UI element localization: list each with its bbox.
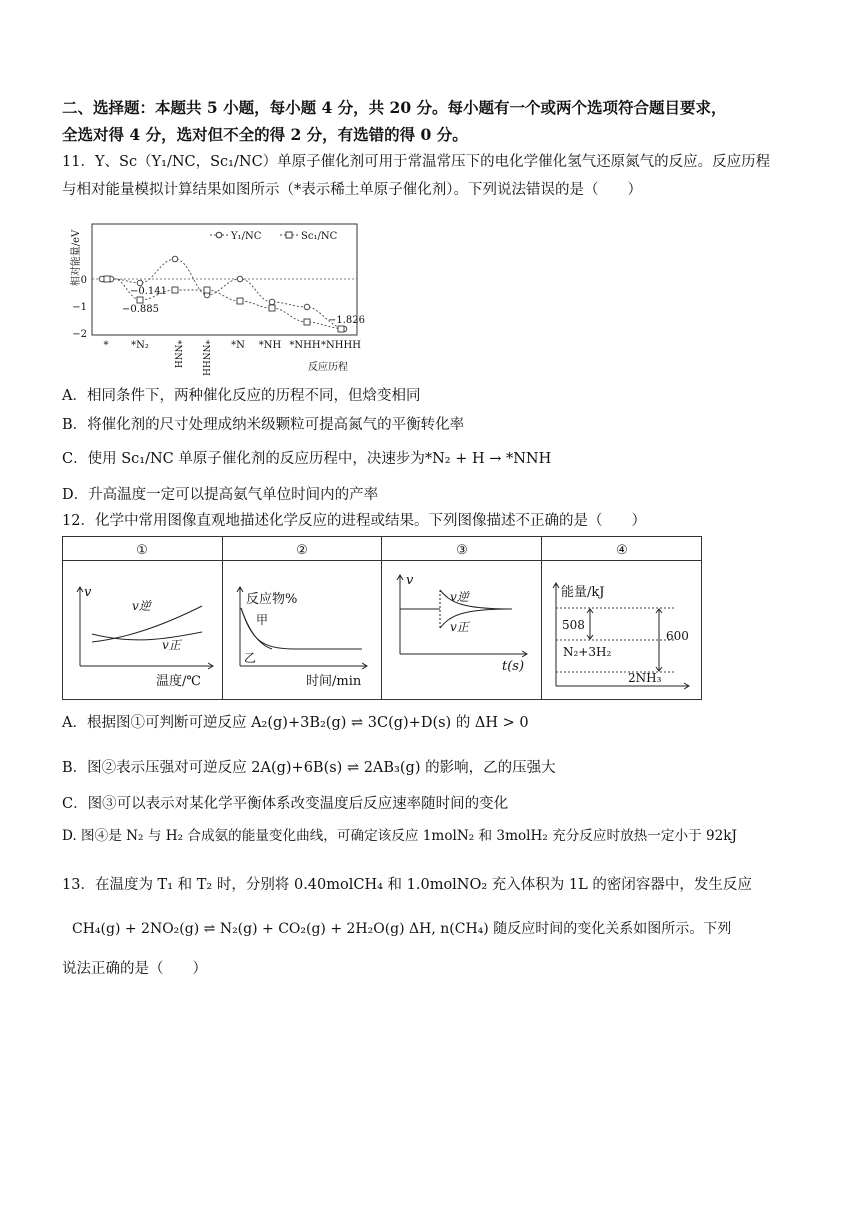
q11-stem-line2: 与相对能量模拟计算结果如图所示（*表示稀土单原子催化剂）。下列说法错误的是（ ）	[62, 182, 642, 198]
q12-fig2-xlabel: 时间/min	[306, 674, 362, 689]
q11-energy-chart	[62, 208, 374, 378]
q11-stem-line1: 11．Y、Sc（Y₁/NC，Sc₁/NC）单原子催化剂可用于常温常压下的电化学催化氢气还原氮气的反应。反应历程	[62, 154, 771, 170]
q11-xtick-2: *NNH	[172, 340, 182, 369]
q12-header-4: ④	[616, 543, 628, 558]
q12-figure-table	[62, 536, 702, 701]
q11-xtick-7: *NHHH	[321, 340, 361, 351]
q12-fig1-xlabel: 温度/℃	[156, 674, 201, 689]
q12-fig2	[237, 587, 367, 689]
q12-fig4-state1: N₂+3H₂	[563, 645, 612, 659]
q11-option-c: C．使用 Sc₁/NC 单原子催化剂的反应历程中，决速步为*N₂ + H → *NNH	[62, 451, 552, 467]
q11-ylabel: 相对能量/eV	[71, 229, 82, 287]
q12-fig3-curve2: v正	[450, 620, 469, 634]
q12-fig2-curve1: 甲	[256, 613, 269, 627]
q12-fig1	[77, 585, 213, 689]
q13-stem-line3: 说法正确的是（ ）	[62, 961, 207, 977]
q12-header-1: ①	[136, 543, 148, 558]
q11-label-1826: −1.826	[328, 315, 366, 326]
q12-header-3: ③	[456, 543, 468, 558]
q11-label-0141: −0.141	[130, 286, 168, 297]
q12-option-a: A．根据图①可判断可逆反应 A₂(g)+3B₂(g) ⇌ 3C(g)+D(s) 的 ΔH > 0	[62, 715, 529, 731]
q12-fig1-ylabel: v	[84, 585, 92, 600]
q13-stem-line2: CH₄(g) + 2NO₂(g) ⇌ N₂(g) + CO₂(g) + 2H₂O(g) ΔH, n(CH₄) 随反应时间的变化关系如图所示。下列	[72, 921, 732, 937]
q11-option-a: A．相同条件下，两种催化反应的历程不同，但焓变相同	[62, 388, 421, 404]
q12-fig2-ylabel: 反应物%	[246, 592, 298, 607]
q11-ytick-0: 0	[80, 275, 87, 286]
q11-xtick-4: *N	[231, 340, 245, 351]
section-title: 二、选择题：本题共 5 小题，每小题 4 分，共 20 分。每小题有一个或两个选项符合题目要求，	[62, 98, 727, 117]
q11-legend-y1nc: Y₁/NC	[231, 231, 262, 242]
q12-fig3-xlabel: t(s)	[502, 659, 525, 674]
q11-option-b: B．将催化剂的尺寸处理成纳米级颗粒可提高氮气的平衡转化率	[62, 417, 465, 433]
q11-label-0885: −0.885	[122, 304, 160, 315]
q11-xlabel: 反应历程	[308, 362, 348, 373]
q11-xtick-3: *NNHH	[200, 340, 210, 376]
q12-option-c: C．图③可以表示对某化学平衡体系改变温度后反应速率随时间的变化	[62, 796, 509, 812]
q11-option-d: D．升高温度一定可以提高氨气单位时间内的产率	[62, 487, 379, 503]
q12-fig4	[553, 583, 689, 689]
q12-fig4-ylabel: 能量/kJ	[561, 585, 605, 600]
q12-fig3-curve1: v逆	[450, 590, 469, 604]
q12-option-b: B．图②表示压强对可逆反应 2A(g)+6B(s) ⇌ 2AB₃(g) 的影响，乙的压强大	[62, 760, 556, 776]
q11-ytick-2: −2	[72, 329, 87, 340]
q12-fig2-curve2: 乙	[244, 651, 257, 665]
q12-stem: 12．化学中常用图像直观地描述化学反应的进程或结果。下列图像描述不正确的是（ ）	[62, 513, 646, 529]
q12-fig3-ylabel: v	[406, 573, 414, 588]
q11-ytick-1: −1	[72, 302, 87, 313]
section-instructions: 全选对得 4 分，选对但不全的得 2 分，有选错的得 0 分。	[62, 125, 468, 144]
q12-fig1-curve1: v逆	[132, 599, 151, 613]
q12-fig3	[397, 573, 527, 674]
q12-fig4-value1: 508	[562, 618, 585, 632]
q12-fig4-state2: 2NH₃	[628, 671, 662, 685]
q11-xtick-6: *NHH	[289, 340, 321, 351]
q11-xtick-5: *NH	[258, 340, 282, 351]
q12-fig4-value2: 600	[666, 629, 689, 643]
q11-xtick-1: *N₂	[131, 340, 149, 351]
q12-header-2: ②	[296, 543, 308, 558]
q11-legend-sc1nc: Sc₁/NC	[301, 231, 338, 242]
q12-fig1-curve2: v正	[162, 638, 181, 652]
q12-option-d: D. 图④是 N₂ 与 H₂ 合成氨的能量变化曲线，可确定该反应 1molN₂ 和 3molH₂ 充分反应时放热一定小于 92kJ	[62, 828, 737, 844]
q13-stem-line1: 13．在温度为 T₁ 和 T₂ 时，分别将 0.40molCH₄ 和 1.0molNO₂ 充入体积为 1L 的密闭容器中，发生反应	[62, 877, 752, 893]
q11-xtick-0: *	[103, 340, 109, 351]
